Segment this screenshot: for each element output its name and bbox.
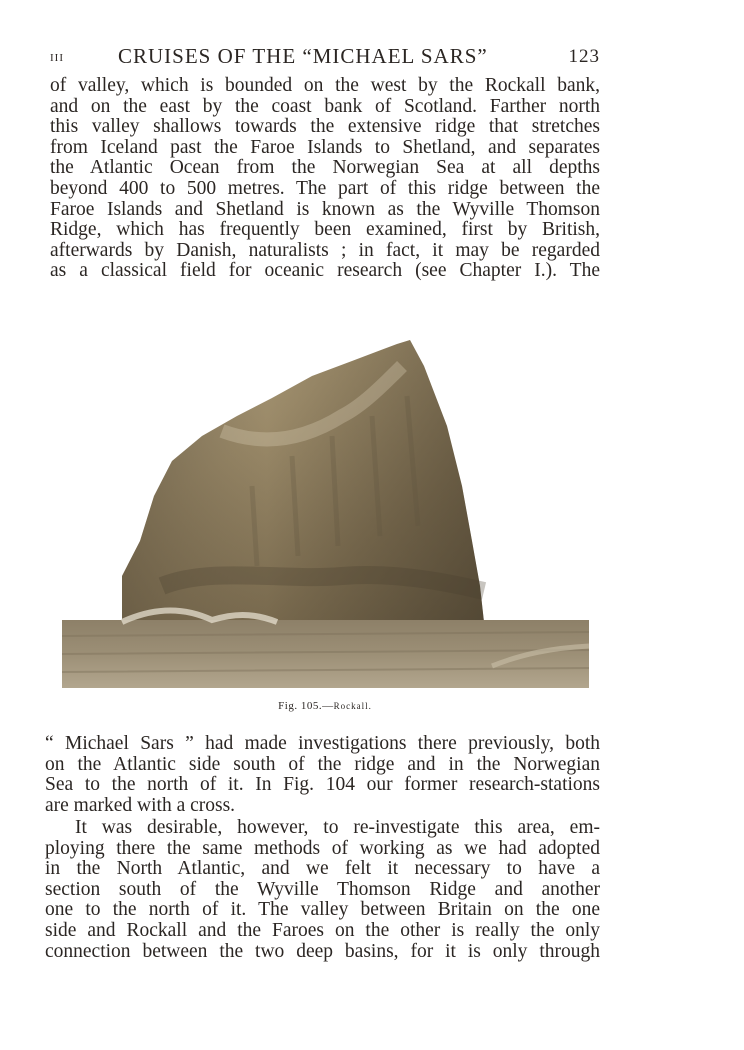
text-line: It was desirable, however, to re-investigate this area, em-	[75, 817, 600, 838]
text-line: one to the north of it. The valley between Britain on the one	[45, 899, 600, 921]
page-number: 123	[568, 46, 600, 67]
text-line: this valley shallows towards the extensive ridge that stretches	[50, 116, 600, 138]
running-header	[50, 44, 600, 72]
text-line: of valley, which is bounded on the west by the Rockall bank,	[50, 75, 600, 96]
text-line: Sea to the north of it. In Fig. 104 our former research-stations	[45, 774, 600, 796]
rockall-photograph	[62, 336, 589, 688]
text-line: Faroe Islands and Shetland is known as the Wyville Thomson	[50, 198, 600, 220]
text-line: Ridge, which has frequently been examined, first by British,	[50, 219, 600, 241]
caption-label: Fig. 105.—	[278, 700, 334, 712]
text-line: section south of the Wyville Thomson Ridge and another	[45, 878, 600, 900]
text-line: “ Michael Sars ” had made investigations there previously, both	[45, 733, 600, 754]
text-line: the Atlantic Ocean from the Norwegian Sea at all depths	[50, 157, 600, 179]
text-line: as a classical field for oceanic research (see Chapter I.). The	[50, 260, 600, 282]
text-line: and on the east by the coast bank of Scotland. Farther north	[50, 95, 600, 117]
text-line: on the Atlantic side south of the ridge and in the Norwegian	[45, 753, 600, 775]
paragraph-3	[45, 818, 600, 962]
text-line: from Iceland past the Faroe Islands to Shetland, and separates	[50, 136, 600, 158]
text-line: beyond 400 to 500 metres. The part of this ridge between the	[50, 177, 600, 199]
chapter-number: III	[50, 52, 64, 64]
text-line: connection between the two deep basins, for it is only through	[45, 940, 600, 962]
figure-caption	[0, 700, 650, 712]
caption-title: Rockall.	[333, 701, 372, 711]
running-title: CRUISES OF THE “MICHAEL SARS”	[118, 44, 488, 68]
text-line: in the North Atlantic, and we felt it necessary to have a	[45, 858, 600, 880]
paragraph-2	[45, 734, 600, 816]
text-line: ploying there the same methods of working as we had adopted	[45, 837, 600, 859]
text-line: side and Rockall and the Faroes on the other is really the only	[45, 919, 600, 941]
text-line: are marked with a cross.	[45, 794, 236, 816]
paragraph-1	[50, 76, 600, 282]
text-line: afterwards by Danish, naturalists ; in fact, it may be regarded	[50, 239, 600, 261]
